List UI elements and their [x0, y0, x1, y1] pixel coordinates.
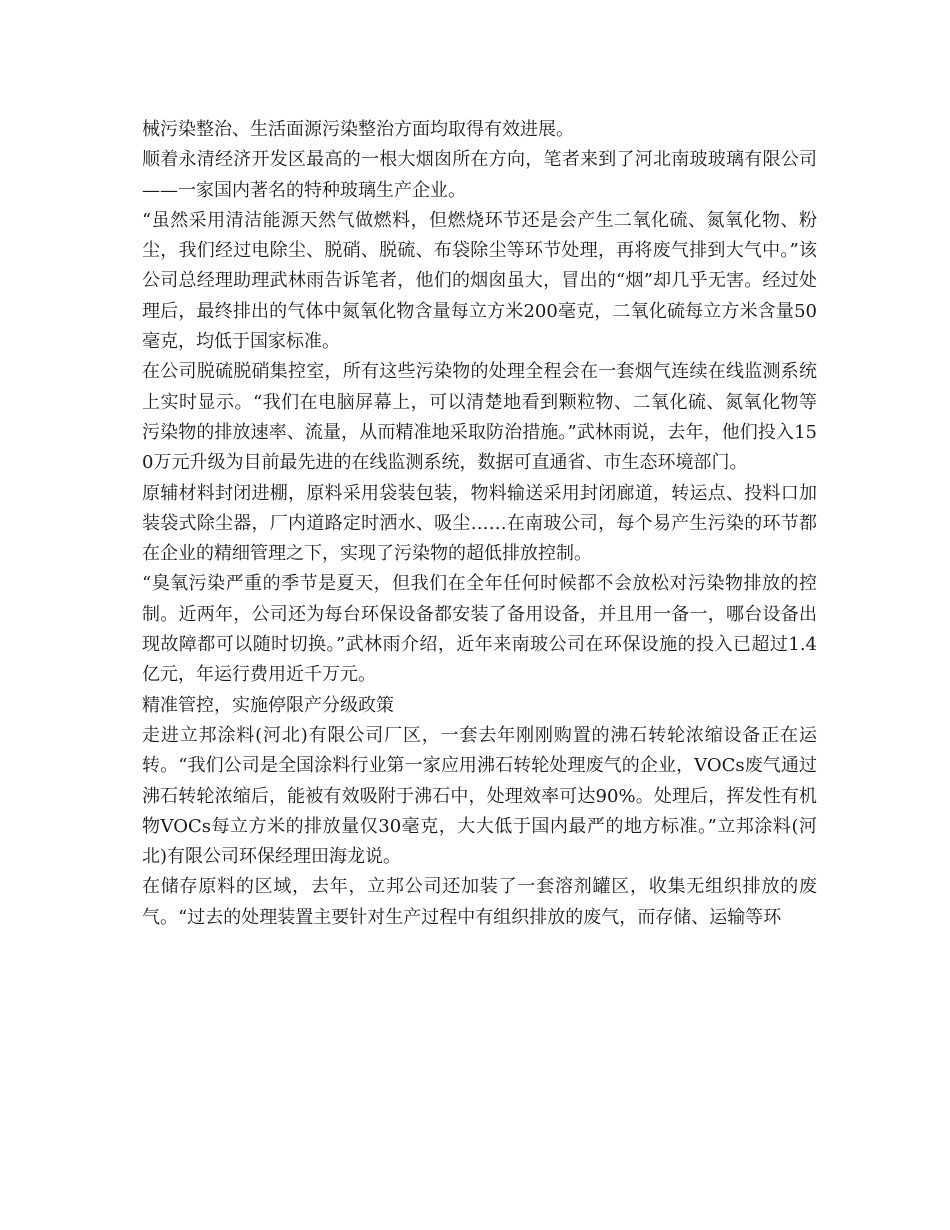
paragraph: 在储存原料的区域，去年，立邦公司还加装了一套溶剂罐区，收集无组织排放的废气。“过去的处理装置主要针对生产过程中有组织排放的废气，而存储、运输等环 — [142, 876, 817, 928]
paragraph: “臭氧污染严重的季节是夏天，但我们在全年任何时候都不会放松对污染物排放的控制。近两年，公司还为每台环保设备都安装了备用设备，并且用一备一，哪台设备出现故障都可以随时切换。”武林雨介绍，近年来南玻公司在环保设施的投入已超过1.4亿元，年运行费用近千万元。 — [142, 573, 817, 686]
paragraph: 原辅材料封闭进棚，原料采用袋装包装，物料输送采用封闭廊道，转运点、投料口加装袋式除尘器，厂内道路定时洒水、吸尘……在南玻公司，每个易产生污染的环节都在企业的精细管理之下，实现了污染物的超低排放控制。 — [142, 482, 817, 565]
paragraph: 在公司脱硫脱硝集控室，所有这些污染物的处理全程会在一套烟气连续在线监测系统上实时显示。“我们在电脑屏幕上，可以清楚地看到颗粒物、二氧化硫、氮氧化物等污染物的排放速率、流量，从而精准地采取防治措施。”武林雨说，去年，他们投入150万元升级为目前最先进的在线监测系统，数据可直通省、市生态环境部门。 — [142, 361, 817, 474]
section-heading: 精准管控，实施停限产分级政策 — [142, 694, 394, 716]
paragraph: 走进立邦涂料(河北)有限公司厂区，一套去年刚刚购置的沸石转轮浓缩设备正在运转。“我们公司是全国涂料行业第一家应用沸石转轮处理废气的企业，VOCs废气通过沸石转轮浓缩后，能被有效吸附于沸石中，处理效率可达90%。处理后，挥发性有机物VOCs每立方米的排放量仅30毫克，大大低于国内最严的地方标准。”立邦涂料(河北)有限公司环保经理田海龙说。 — [142, 724, 817, 868]
paragraph: 顺着永清经济开发区最高的一根大烟囱所在方向，笔者来到了河北南玻玻璃有限公司——一家国内著名的特种玻璃生产企业。 — [142, 149, 817, 201]
paragraph: “虽然采用清洁能源天然气做燃料，但燃烧环节还是会产生二氧化硫、氮氧化物、粉尘，我们经过电除尘、脱硝、脱硫、布袋除尘等环节处理，再将废气排到大气中。”该公司总经理助理武林雨告诉笔者，他们的烟囱虽大，冒出的“烟”却几乎无害。经过处理后，最终排出的气体中氮氧化物含量每立方米200毫克，二氧化硫每立方米含量50毫克，均低于国家标准。 — [142, 209, 817, 353]
document-page — [142, 115, 817, 933]
paragraph: 械污染整治、生活面源污染整治方面均取得有效进展。 — [142, 119, 574, 140]
